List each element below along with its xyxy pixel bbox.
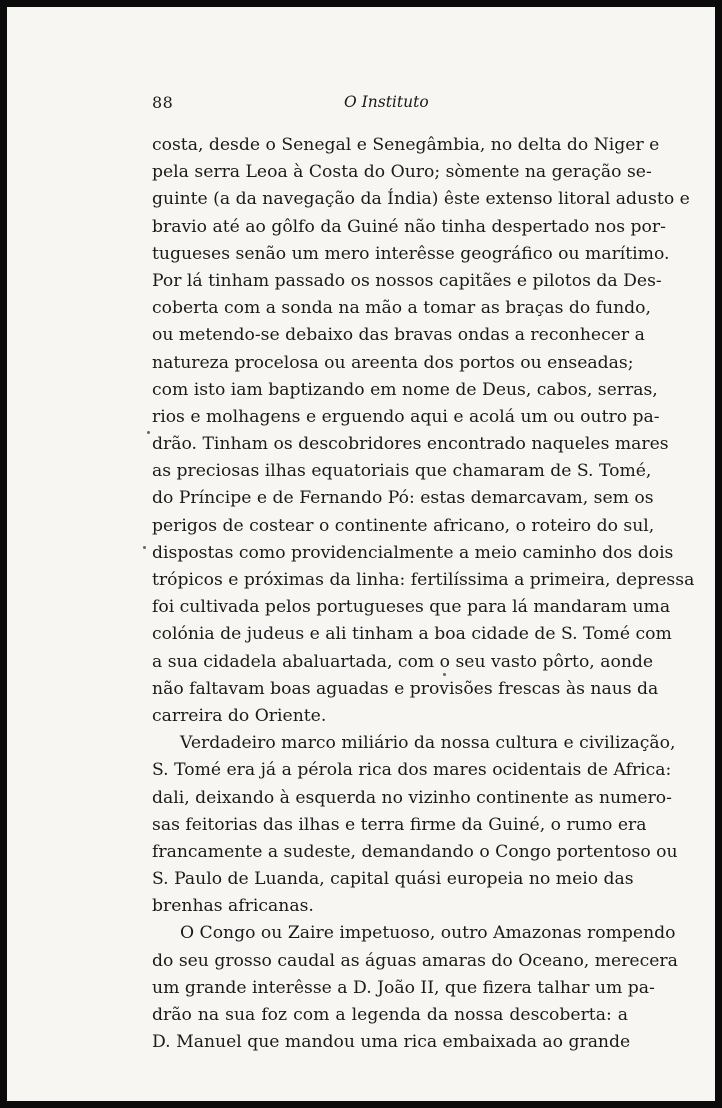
paragraph-end-line: brenhas africanas.: [152, 896, 314, 917]
text-line: S. Paulo de Luanda, capital quási europeia no meio das: [152, 869, 634, 890]
text-line: com isto iam baptizando em nome de Deus, cabos, serras,: [152, 379, 658, 400]
text-line: rios e molhagens e erguendo aqui e acolá um ou outro pa-: [152, 406, 660, 427]
scan-speck: [147, 431, 150, 434]
text-line: Por lá tinham passado os nossos capitães e pilotos da Des-: [152, 270, 662, 291]
text-line: a sua cidadela abaluartada, com o seu vasto pôrto, aonde: [152, 651, 654, 672]
text-line: dispostas como providencialmente a meio caminho dos dois: [152, 542, 674, 563]
text-line: drão na sua foz com a legenda da nossa descoberta: a: [152, 1005, 628, 1025]
text-line: costa, desde o Senegal e Senegâmbia, no delta do Niger e: [152, 135, 660, 155]
page-body: [152, 132, 695, 1056]
text-line: dali, deixando à esquerda no vizinho continente as numero-: [152, 787, 672, 808]
text-line: S. Tomé era já a pérola rica dos mares ocidentais de Africa:: [152, 760, 672, 781]
text-line: trópicos e próximas da linha: fertilíssima a primeira, depressa: [152, 570, 695, 590]
text-line: um grande interêsse a D. João II, que fizera talhar um pa-: [152, 977, 655, 998]
text-line: drão. Tinham os descobridores encontrado naqueles mares: [152, 434, 669, 455]
text-line: coberta com a sonda na mão a tomar as braças do fundo,: [152, 298, 651, 319]
text-line: francamente a sudeste, demandando o Congo portentoso ou: [152, 841, 678, 862]
text-line: foi cultivada pelos portugueses que para lá mandaram uma: [152, 597, 671, 618]
running-title: O Instituto: [344, 93, 429, 111]
text-line: bravio até ao gôlfo da Guiné não tinha despertado nos por-: [152, 216, 666, 237]
text-line: pela serra Leoa à Costa do Ouro; sòmente na geração se-: [152, 162, 652, 183]
page-number: 88: [152, 93, 174, 112]
text-line: colónia de judeus e ali tinham a boa cidade de S. Tomé com: [152, 624, 672, 645]
text-line: ou metendo-se debaixo das bravas ondas a reconhecer a: [152, 325, 645, 346]
paragraph-end-line: carreira do Oriente.: [152, 705, 327, 726]
text-line: guinte (a da navegação da Índia) êste extenso litoral adusto e: [152, 189, 690, 210]
text-line: perigos de costear o continente africano, o roteiro do sul,: [152, 515, 655, 536]
text-line: do Príncipe e de Fernando Pó: estas demarcavam, sem os: [152, 488, 654, 509]
text-line: sas feitorias das ilhas e terra firme da Guiné, o rumo era: [152, 814, 647, 835]
text-line: do seu grosso caudal as águas amaras do Oceano, merecera: [152, 950, 678, 971]
paragraph-start-line: Verdadeiro marco miliário da nossa cultura e civilização,: [180, 733, 676, 754]
scan-speck: [143, 546, 146, 549]
text-line: D. Manuel que mandou uma rica embaixada ao grande: [152, 1032, 631, 1053]
page-header: [152, 90, 628, 114]
paragraph-start-line: O Congo ou Zaire impetuoso, outro Amazonas rompendo: [180, 923, 676, 944]
book-page: [152, 90, 695, 1060]
text-line: natureza procelosa ou areenta dos portos ou enseadas;: [152, 352, 634, 373]
text-line: não faltavam boas aguadas e provisões frescas às naus da: [152, 678, 659, 699]
text-line: tugueses senão um mero interêsse geográfico ou marítimo.: [152, 243, 670, 264]
text-line: as preciosas ilhas equatoriais que chamaram de S. Tomé,: [152, 461, 652, 482]
